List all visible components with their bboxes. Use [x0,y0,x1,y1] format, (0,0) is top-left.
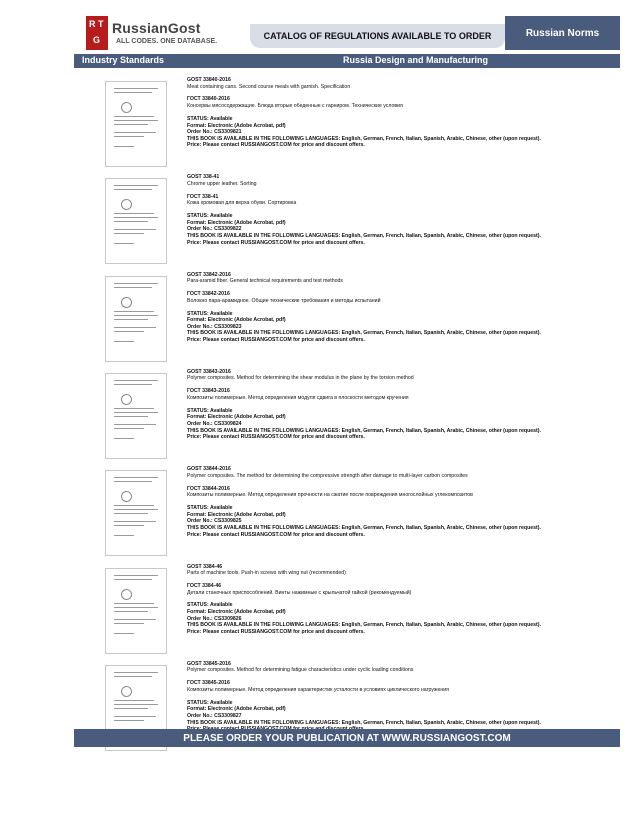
standard-code-ru: ГОСТ 33844-2016 [187,485,230,492]
languages-text: THIS BOOK IS AVAILABLE IN THE FOLLOWING LANGUAGES: English, German, French, Italian, Spanish, Arabic, Chinese, other (upon request). [187,524,541,531]
gost-emblem-icon [121,686,132,697]
standard-code-ru: ГОСТ 3384-46 [187,582,222,589]
standard-title-en: Chrome upper leather. Sorting [187,180,257,187]
catalog-entry [92,77,632,171]
format-text: Format: Electronic (Adobe Acrobat, pdf) [187,609,286,616]
price-text: Price: Please contact RUSSIANGOST.COM for price and discount offers. [187,434,365,441]
standard-code-ru: ГОСТ 33843-2016 [187,388,230,395]
russian-norms-badge: Russian Norms [505,16,620,50]
logo-tagline: ALL CODES. ONE DATABASE. [116,38,218,45]
order-footer-link[interactable]: PLEASE ORDER YOUR PUBLICATION AT WWW.RUSSIANGOST.COM [74,729,620,747]
order-number: Order No.: CS3309821 [187,129,242,136]
document-thumbnail[interactable] [105,373,167,459]
status-text: STATUS: Available [187,505,233,512]
price-text: Price: Please contact RUSSIANGOST.COM for price and discount offers. [187,628,365,635]
logo-mark: R T G [86,16,108,50]
standard-title-en: Polymer composites. The method for determining the compressive strength after damage to multi-layer carbon composites [187,472,468,479]
russiangost-logo[interactable] [86,16,236,52]
standard-title-ru: Композиты полимерные. Метод определения характеристик усталости в условиях циклического нагружения [187,686,449,693]
format-text: Format: Electronic (Adobe Acrobat, pdf) [187,706,286,713]
standard-title-en: Polymer composites. Method for determining the shear modulus in the plane by the torsion method [187,375,414,382]
industry-standards-label: Industry Standards [82,55,165,65]
document-thumbnail[interactable] [105,568,167,654]
document-thumbnail[interactable] [105,276,167,362]
status-text: STATUS: Available [187,699,233,706]
order-number: Order No.: CS3309824 [187,421,242,428]
format-text: Format: Electronic (Adobe Acrobat, pdf) [187,511,286,518]
format-text: Format: Electronic (Adobe Acrobat, pdf) [187,219,286,226]
standard-code-ru: ГОСТ 338-41 [187,193,219,200]
order-number: Order No.: CS3309827 [187,712,242,719]
category-bar [74,54,620,68]
price-text: Price: Please contact RUSSIANGOST.COM for price and discount offers. [187,336,365,343]
status-text: STATUS: Available [187,115,233,122]
catalog-entry [92,369,632,463]
gost-emblem-icon [121,394,132,405]
catalog-title: CATALOG OF REGULATIONS AVAILABLE TO ORDER [250,24,505,48]
catalog-entry [92,272,632,366]
standard-title-en: Meat containing cans. Second course meals with garnish. Specification [187,83,351,90]
languages-text: THIS BOOK IS AVAILABLE IN THE FOLLOWING LANGUAGES: English, German, French, Italian, Spanish, Arabic, Chinese, other (upon request). [187,233,541,240]
standard-code-ru: ГОСТ 33845-2016 [187,680,230,687]
standard-title-ru: Композиты полимерные. Метод определения модуля сдвига в плоскости методом кручения [187,394,409,401]
languages-text: THIS BOOK IS AVAILABLE IN THE FOLLOWING LANGUAGES: English, German, French, Italian, Spanish, Arabic, Chinese, other (upon request). [187,622,541,629]
gost-emblem-icon [121,589,132,600]
order-number: Order No.: CS3309826 [187,615,242,622]
logo-name: RussianGost [112,20,201,36]
standard-code-ru: ГОСТ 33842-2016 [187,291,230,298]
languages-text: THIS BOOK IS AVAILABLE IN THE FOLLOWING LANGUAGES: English, German, French, Italian, Spanish, Arabic, Chinese, other (upon request). [187,719,541,726]
standard-code-en: GOST 3384-46 [187,563,223,570]
standard-title-ru: Кожа хромовая для верха обуви. Сортировка [187,200,297,207]
standard-title-en: Polymer composites. Method for determining fatigue characteristics under cyclic loading conditions [187,667,414,674]
languages-text: THIS BOOK IS AVAILABLE IN THE FOLLOWING LANGUAGES: English, German, French, Italian, Spanish, Arabic, Chinese, other (upon request). [187,330,541,337]
standard-code-en: GOST 338-41 [187,174,220,181]
format-text: Format: Electronic (Adobe Acrobat, pdf) [187,414,286,421]
design-manufacturing-label: Russia Design and Manufacturing [343,55,489,65]
standard-title-ru: Консервы мясосодержащие. Блюда вторые обеденные с гарниром. Технические условия [187,103,403,110]
catalog-entry [92,564,632,658]
standard-title-en: Parts of machine tools. Push-in screws with wing nut (recommended) [187,570,346,577]
gost-emblem-icon [121,102,132,113]
status-text: STATUS: Available [187,213,233,220]
gost-emblem-icon [121,491,132,502]
gost-emblem-icon [121,297,132,308]
catalog-entry [92,174,632,268]
standard-title-en: Para-aramid fiber. General technical requirements and test methods [187,278,343,285]
status-text: STATUS: Available [187,310,233,317]
languages-text: THIS BOOK IS AVAILABLE IN THE FOLLOWING LANGUAGES: English, German, French, Italian, Spanish, Arabic, Chinese, other (upon request). [187,427,541,434]
status-text: STATUS: Available [187,407,233,414]
document-thumbnail[interactable] [105,81,167,167]
format-text: Format: Electronic (Adobe Acrobat, pdf) [187,317,286,324]
price-text: Price: Please contact RUSSIANGOST.COM for price and discount offers. [187,142,365,149]
standard-code-en: GOST 33840-2016 [187,77,231,83]
standard-code-en: GOST 33842-2016 [187,271,231,278]
standard-title-ru: Композиты полимерные. Метод определения прочности на сжатие после повреждения многослойных углекомпозитов [187,492,473,499]
document-thumbnail[interactable] [105,178,167,264]
standard-code-en: GOST 33843-2016 [187,368,231,375]
standard-title-ru: Волокно пара-арамидное. Общие технические требования и методы испытаний [187,297,381,304]
gost-emblem-icon [121,199,132,210]
catalog-entry [92,466,632,560]
format-text: Format: Electronic (Adobe Acrobat, pdf) [187,122,286,129]
document-thumbnail[interactable] [105,470,167,556]
order-number: Order No.: CS3309822 [187,226,242,233]
standard-code-en: GOST 33844-2016 [187,466,231,473]
order-number: Order No.: CS3309823 [187,323,242,330]
standard-code-ru: ГОСТ 33840-2016 [187,96,230,103]
price-text: Price: Please contact RUSSIANGOST.COM for price and discount offers. [187,531,365,538]
price-text: Price: Please contact RUSSIANGOST.COM for price and discount offers. [187,239,365,246]
order-number: Order No.: CS3309825 [187,518,242,525]
standard-title-ru: Детали станочных приспособлений. Винты нажимные с крыльчатой гайкой (рекомендуемый) [187,589,412,596]
status-text: STATUS: Available [187,602,233,609]
languages-text: THIS BOOK IS AVAILABLE IN THE FOLLOWING LANGUAGES: English, German, French, Italian, Spanish, Arabic, Chinese, other (upon request). [187,135,541,142]
standard-code-en: GOST 33845-2016 [187,660,231,667]
